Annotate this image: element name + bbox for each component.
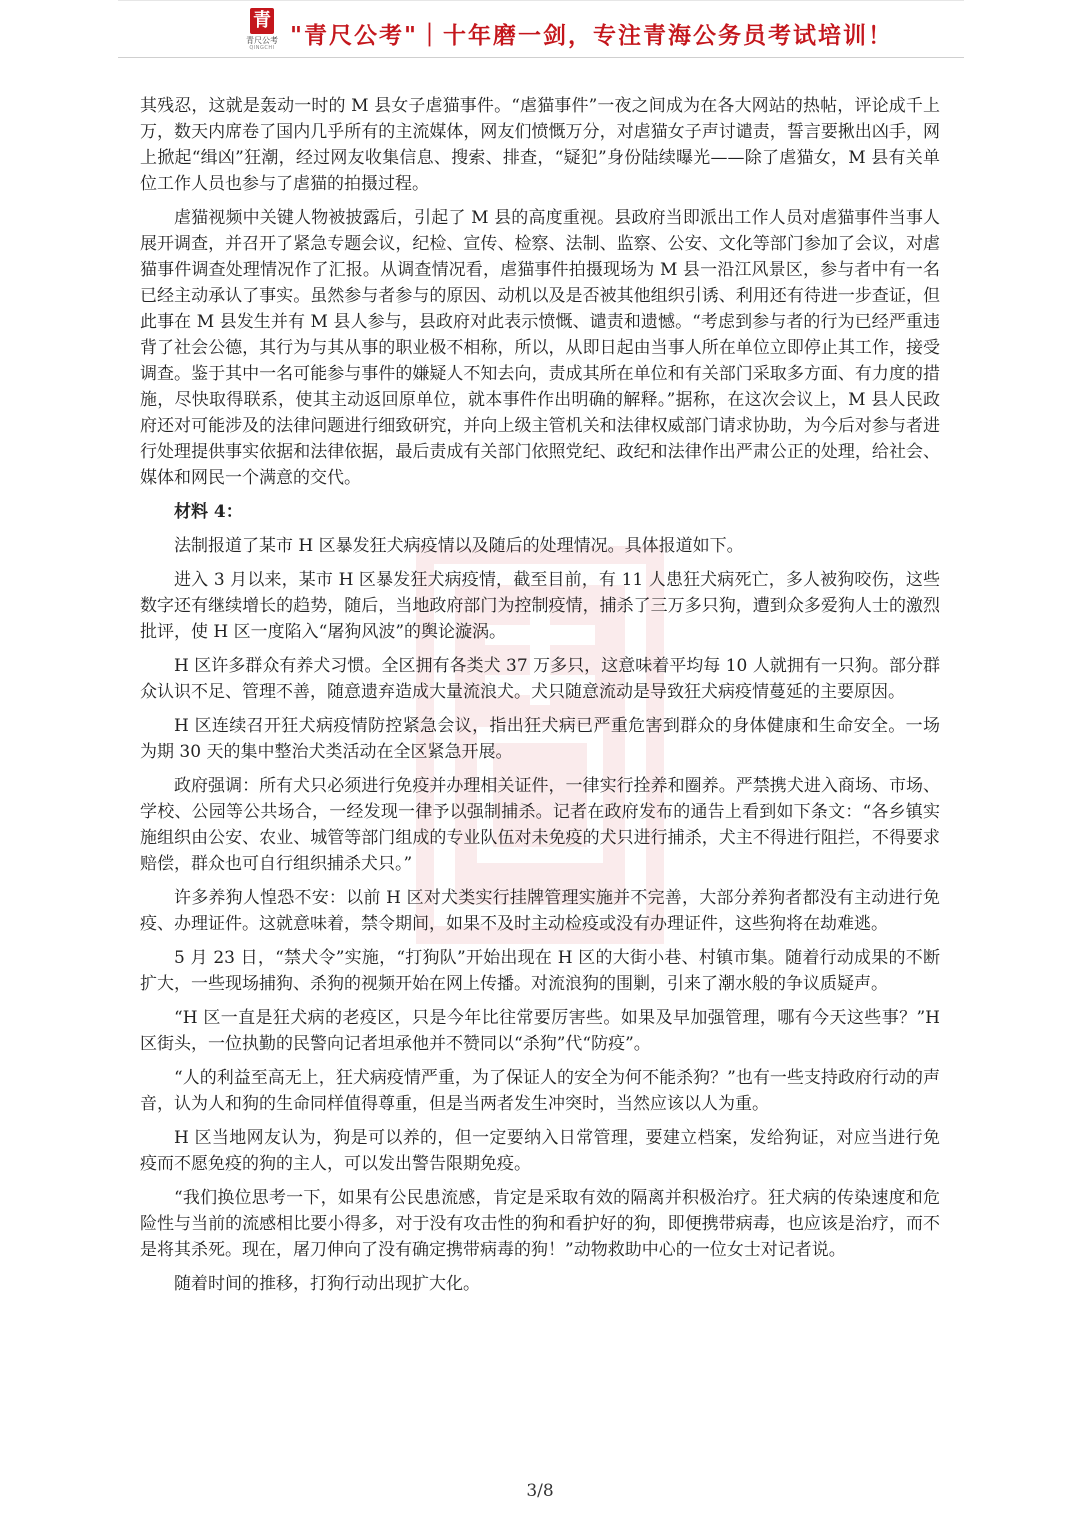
paragraph: H 区许多群众有养犬习惯。全区拥有各类犬 37 万多只，这意味着平均每 10 人就拥有一只狗。部分群众认识不足、管理不善，随意遗弃造成大量流浪犬。犬只随意流动是导致狂犬病疫情蔓延的主要原因。	[140, 656, 940, 702]
section-heading: 材料 4：	[174, 502, 243, 522]
paragraph: 其残忍，这就是轰动一时的 M 县女子虐猫事件。“虐猫事件”一夜之间成为在各大网站的热帖，评论成千上万，数天内席卷了国内几乎所有的主流媒体，网友们愤慨万分，对虐猫女子声讨谴责，誓言要揪出凶手，网上掀起“缉凶”狂潮，经过网友收集信息、搜索、排查，“疑犯”身份陆续曝光——除了虐猫女，M 县有关单位工作人员也参与了虐猫的拍摄过程。	[140, 96, 940, 194]
header-slogan: "青尺公考"｜十年磨一剑，专注青海公务员考试培训！	[290, 23, 893, 49]
logo-mark: 青	[250, 8, 274, 34]
page-header	[0, 0, 1080, 60]
paragraph: “我们换位思考一下，如果有公民患流感，肯定是采取有效的隔离并积极治疗。狂犬病的传染速度和危险性与当前的流感相比要小得多，对于没有攻击性的狗和看护好的狗，即便携带病毒，也应该是治疗，而不是将其杀死。现在，屠刀伸向了没有确定携带病毒的狗！”动物救助中心的一位女士对记者说。	[140, 1188, 940, 1260]
paragraph: 许多养狗人惶恐不安：以前 H 区对犬类实行挂牌管理实施并不完善，大部分养狗者都没有主动进行免疫、办理证件。这就意味着，禁令期间，如果不及时主动检疫或没有办理证件，这些狗将在劫难逃。	[140, 888, 940, 934]
paragraph: “H 区一直是狂犬病的老疫区，只是今年比往常要厉害些。如果及早加强管理，哪有今天这些事？”H 区街头，一位执勤的民警向记者坦承他并不赞同以“杀狗”代“防疫”。	[140, 1008, 940, 1054]
logo-subtitle: QINGCHI	[249, 45, 275, 51]
paragraph: 政府强调：所有犬只必须进行免疫并办理相关证件，一律实行拴养和圈养。严禁携犬进入商场、市场、学校、公园等公共场合，一经发现一律予以强制捕杀。记者在政府发布的通告上看到如下条文：“各乡镇实施组织由公安、农业、城管等部门组成的专业队伍对未免疫的犬只进行捕杀，犬主不得进行阻拦，不得要求赔偿，群众也可自行组织捕杀犬只。”	[140, 776, 940, 874]
logo-name: 青尺公考	[246, 36, 278, 45]
paragraph: 法制报道了某市 H 区暴发狂犬病疫情以及随后的处理情况。具体报道如下。	[174, 536, 744, 556]
paragraph: 5 月 23 日，“禁犬令”实施，“打狗队”开始出现在 H 区的大街小巷、村镇市集。随着行动成果的不断扩大，一些现场捕狗、杀狗的视频开始在网上传播。对流浪狗的围剿，引来了潮水般的争议质疑声。	[140, 948, 940, 994]
brand-logo	[244, 8, 280, 52]
page-number: 3/8	[526, 1481, 554, 1501]
paragraph: 随着时间的推移，打狗行动出现扩大化。	[174, 1274, 480, 1294]
paragraph: 进入 3 月以来，某市 H 区暴发狂犬病疫情，截至目前，有 11 人患狂犬病死亡，多人被狗咬伤，这些数字还有继续增长的趋势，随后，当地政府部门为控制疫情，捕杀了三万多只狗，遭到众多爱狗人士的激烈批评，使 H 区一度陷入“屠狗风波”的舆论漩涡。	[140, 570, 940, 642]
header-divider	[118, 57, 964, 58]
paragraph: “人的利益至高无上，狂犬病疫情严重，为了保证人的安全为何不能杀狗？”也有一些支持政府行动的声音，认为人和狗的生命同样值得尊重，但是当两者发生冲突时，当然应该以人为重。	[140, 1068, 940, 1114]
document-body	[140, 93, 940, 1305]
paragraph: H 区连续召开狂犬病疫情防控紧急会议，指出狂犬病已严重危害到群众的身体健康和生命安全。一场为期 30 天的集中整治犬类活动在全区紧急开展。	[140, 716, 940, 762]
paragraph: H 区当地网友认为，狗是可以养的，但一定要纳入日常管理，要建立档案，发给狗证，对应当进行免疫而不愿免疫的狗的主人，可以发出警告限期免疫。	[140, 1128, 940, 1174]
paragraph: 虐猫视频中关键人物被披露后，引起了 M 县的高度重视。县政府当即派出工作人员对虐猫事件当事人展开调查，并召开了紧急专题会议，纪检、宣传、检察、法制、监察、公安、文化等部门参加了会议，对虐猫事件调查处理情况作了汇报。从调查情况看，虐猫事件拍摄现场为 M 县一沿江风景区，参与者中有一名已经主动承认了事实。虽然参与者参与的原因、动机以及是否被其他组织引诱、利用还有待进一步查证，但此事在 M 县发生并有 M 县人参与，县政府对此表示愤慨、谴责和遗憾。“考虑到参与者的行为已经严重违背了社会公德，其行为与其从事的职业极不相称，所以，从即日起由当事人所在单位立即停止其工作，接受调查。鉴于其中一名可能参与事件的嫌疑人不知去向，责成其所在单位和有关部门采取多方面、有力度的措施，尽快取得联系，使其主动返回原单位，就本事件作出明确的解释。”据称，在这次会议上，M 县人民政府还对可能涉及的法律问题进行细致研究，并向上级主管机关和法律权威部门请求协助，为今后对参与者进行处理提供事实依据和法律依据，最后责成有关部门依照党纪、政纪和法律作出严肃公正的处理，给社会、媒体和网民一个满意的交代。	[140, 208, 940, 488]
